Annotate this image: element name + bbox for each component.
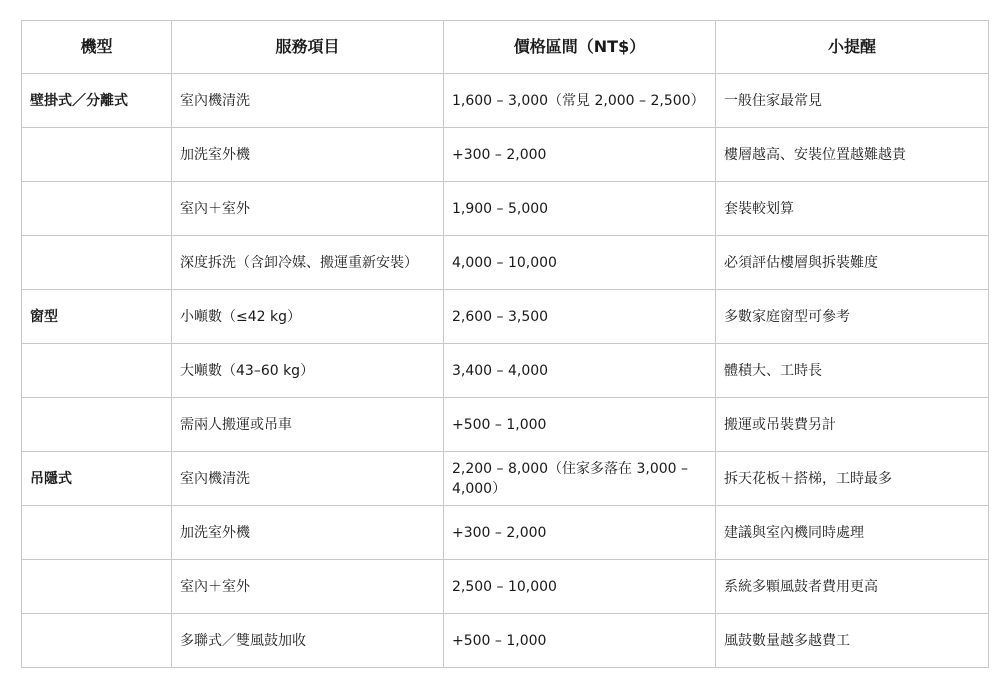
price-cell: 3,400 – 4,000 [444, 344, 716, 398]
model-cell [22, 560, 172, 614]
tip-cell: 體積大、工時長 [716, 344, 989, 398]
service-cell: 室內機清洗 [172, 74, 444, 128]
service-cell: 室內＋室外 [172, 182, 444, 236]
service-cell: 小噸數（≤42 kg） [172, 290, 444, 344]
tip-cell: 多數家庭窗型可參考 [716, 290, 989, 344]
tip-cell: 搬運或吊裝費另計 [716, 398, 989, 452]
price-cell: +500 – 1,000 [444, 614, 716, 668]
header-tip: 小提醒 [716, 21, 989, 74]
table-row [22, 506, 989, 560]
tip-cell: 樓層越高、安裝位置越難越貴 [716, 128, 989, 182]
model-cell [22, 398, 172, 452]
table-row [22, 236, 989, 290]
price-cell: +300 – 2,000 [444, 128, 716, 182]
service-cell: 大噸數（43–60 kg） [172, 344, 444, 398]
header-price: 價格區間（NT$） [444, 21, 716, 74]
model-cell [22, 236, 172, 290]
service-cell: 加洗室外機 [172, 128, 444, 182]
table-row [22, 560, 989, 614]
price-cell: +500 – 1,000 [444, 398, 716, 452]
model-cell [22, 182, 172, 236]
model-cell [22, 128, 172, 182]
price-cell: 2,500 – 10,000 [444, 560, 716, 614]
table-row [22, 290, 989, 344]
price-cell: 2,200 – 8,000（住家多落在 3,000 – 4,000） [444, 452, 716, 506]
table-row [22, 182, 989, 236]
model-cell [22, 344, 172, 398]
service-cell: 多聯式／雙風鼓加收 [172, 614, 444, 668]
service-cell: 室內＋室外 [172, 560, 444, 614]
tip-cell: 系統多顆風鼓者費用更高 [716, 560, 989, 614]
tip-cell: 建議與室內機同時處理 [716, 506, 989, 560]
price-cell: 1,900 – 5,000 [444, 182, 716, 236]
tip-cell: 一般住家最常見 [716, 74, 989, 128]
service-cell: 室內機清洗 [172, 452, 444, 506]
table-row [22, 74, 989, 128]
price-table-container [21, 20, 988, 668]
model-cell: 吊隱式 [22, 452, 172, 506]
service-cell: 需兩人搬運或吊車 [172, 398, 444, 452]
table-body [22, 74, 989, 668]
price-table [21, 20, 989, 668]
tip-cell: 套裝較划算 [716, 182, 989, 236]
table-row [22, 128, 989, 182]
price-cell: 4,000 – 10,000 [444, 236, 716, 290]
table-header [22, 21, 989, 74]
header-row [22, 21, 989, 74]
tip-cell: 風鼓數量越多越費工 [716, 614, 989, 668]
model-cell: 窗型 [22, 290, 172, 344]
service-cell: 深度拆洗（含卸冷媒、搬運重新安裝） [172, 236, 444, 290]
price-cell: +300 – 2,000 [444, 506, 716, 560]
model-cell [22, 506, 172, 560]
header-service: 服務項目 [172, 21, 444, 74]
service-cell: 加洗室外機 [172, 506, 444, 560]
model-cell [22, 614, 172, 668]
model-cell: 壁掛式／分離式 [22, 74, 172, 128]
tip-cell: 必須評估樓層與拆裝難度 [716, 236, 989, 290]
table-row [22, 614, 989, 668]
table-row [22, 398, 989, 452]
price-cell: 2,600 – 3,500 [444, 290, 716, 344]
table-row [22, 344, 989, 398]
tip-cell: 拆天花板＋搭梯，工時最多 [716, 452, 989, 506]
price-cell: 1,600 – 3,000（常見 2,000 – 2,500） [444, 74, 716, 128]
table-row [22, 452, 989, 506]
header-model: 機型 [22, 21, 172, 74]
